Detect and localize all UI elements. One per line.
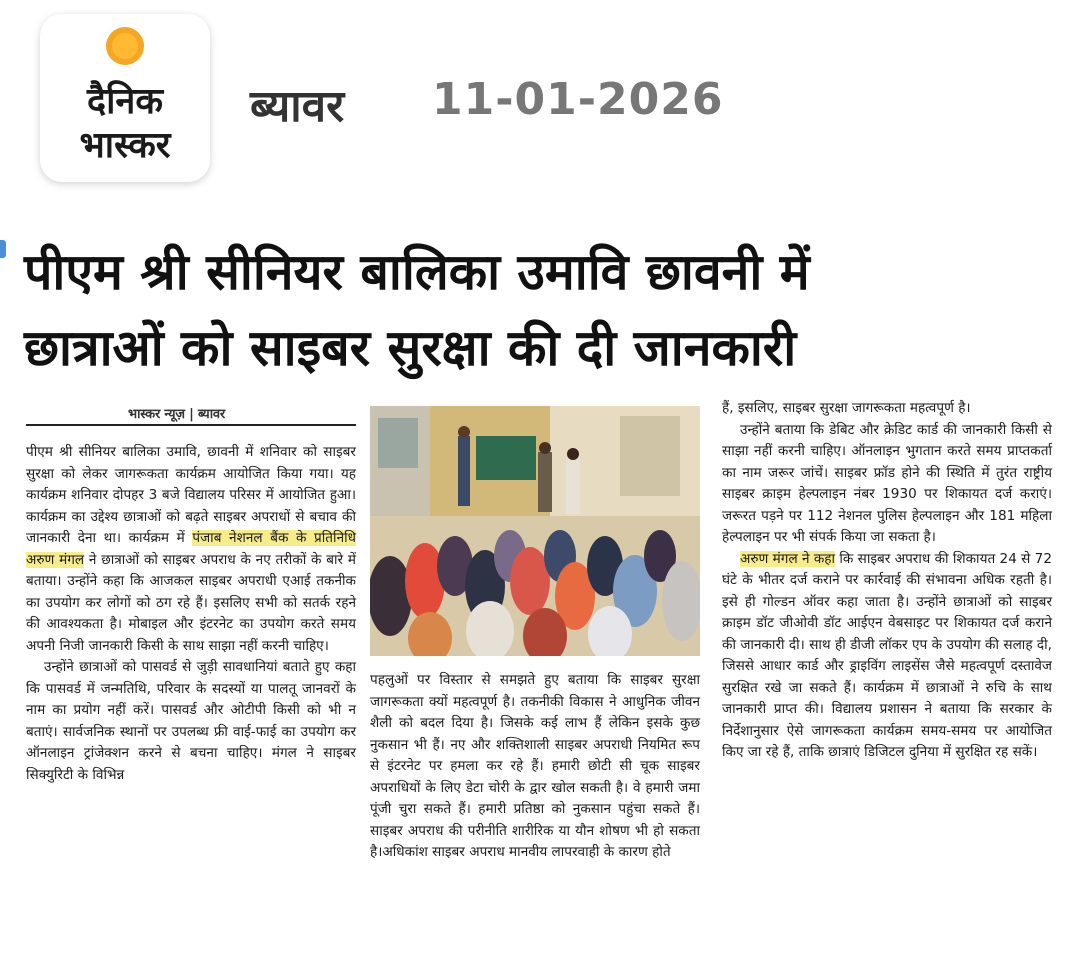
- article-column-3: [722, 398, 1052, 764]
- headline-line-1: पीएम श्री सीनियर बालिका उमावि छावनी में: [24, 243, 810, 301]
- text-span: पीएम श्री सीनियर बालिका उमावि, छावनी में शनिवार को साइबर सुरक्षा को लेकर जागरूकता कार्यक्रम आयोजित किया गया। यह कार्यक्रम शनिवार दोपहर 3 बजे विद्यालय परिसर में आयोजित हुआ। कार्यक्रम का उद्देश्य छात्राओं को बढ़ते साइबर अपराधों से बचाव की जानकारी देना था। कार्यक्रम में: [26, 444, 356, 546]
- classroom-photo-illustration: [370, 406, 700, 656]
- edition-date: 11-01-2026: [432, 74, 724, 125]
- sun-icon: [105, 26, 145, 66]
- dainik-bhaskar-logo: [40, 14, 210, 182]
- logo-line-2: भास्कर: [79, 125, 171, 166]
- headline: [24, 234, 1054, 386]
- byline: भास्कर न्यूज़ | ब्यावर: [128, 407, 226, 422]
- paragraph: [722, 549, 1052, 764]
- paragraph: उन्होंने छात्राओं को पासवर्ड से जुड़ी सावधानियां बताते हुए कहा कि पासवर्ड में जन्मतिथि, परिवार के सदस्यों या पालतू जानवरों के नाम का प्रयोग नहीं करें। पासवर्ड और ओटीपी किसी को भी न बताएं। सार्वजनिक स्थानों पर उपलब्ध फ्री वाई-फाई का उपयोग कर ऑनलाइन ट्रांजेक्शन करने से बचना चाहिए। मंगल ने साइबर सिक्युरिटी के विभिन्न: [26, 659, 356, 783]
- byline-divider: [26, 424, 356, 426]
- highlighted-text: पंजाब नेशनल बैंक के प्रतिनिधि अरुण मंगल: [26, 530, 356, 568]
- highlighted-text: अरुण मंगल ने कहा: [740, 550, 836, 567]
- paragraph: [26, 442, 356, 657]
- article-column-1: [26, 442, 356, 786]
- logo-line-1: दैनिक: [86, 81, 164, 122]
- edition-city: ब्यावर: [250, 81, 345, 132]
- paragraph: पहलुओं पर विस्तार से समझते हुए बताया कि साइबर सुरक्षा जागरूकता क्यों महत्वपूर्ण है। तकनीकी विकास ने आधुनिक जीवन शैली को बदल दिया है। जिसके कई लाभ हैं लेकिन इसके कुछ नुकसान भी हैं। नए और शक्तिशाली साइबर अपराधी नियमित रूप से इंटरनेट पर हमला कर रहे हैं। हमारी छोटी सी चूक साइबर अपराधियों के लिए डेटा चोरी के द्वार खोल सकती है। वे हमारी जमा पूंजी चुरा सकते हैं। हमारी प्रतिष्ठा को नुकसान पहुंचा सकते हैं। साइबर अपराध की परीनीति शारीरिक या यौन शोषण भी हो सकता है।अधिकांश साइबर अपराध मानवीय लापरवाही के कारण होते: [370, 672, 700, 860]
- paragraph: उन्होंने बताया कि डेबिट और क्रेडिट कार्ड की जानकारी किसी से साझा नहीं करनी चाहिए। ऑनलाइन भुगतान करते समय प्राप्तकर्ता का नाम जरूर जांचें। साइबर फ्रॉड होने की स्थिति में तुरंत राष्ट्रीय साइबर क्राइम हेल्पलाइन नंबर 1930 पर शिकायत दर्ज कराएं। जरूरत पड़ने पर 112 नेशनल पुलिस हेल्पलाइन और 181 महिला हेल्पलाइन पर भी संपर्क किया जा सकता है।: [722, 421, 1052, 545]
- event-photo: [370, 406, 700, 656]
- headline-line-2: छात्राओं को साइबर सुरक्षा की दी जानकारी: [24, 319, 797, 377]
- scroll-marker: [0, 240, 6, 258]
- text-span: ने छात्राओं को साइबर अपराध के नए तरीकों के बारे में बताया। उन्होंने कहा कि आजकल साइबर अपराधी एआई तकनीक का उपयोग कर लोगों को ठग रहे हैं। इसलिए सभी को सतर्क रहने की आवश्यकता है। मोबाइल और इंटरनेट का उपयोग करते समय अपनी निजी जानकारी किसी के साथ साझा नहीं करनी चाहिए।: [26, 551, 356, 654]
- text-span: कि साइबर अपराध की शिकायत 24 से 72 घंटे के भीतर दर्ज कराने पर कार्रवाई की संभावना अधिक रहती है। इसे ही गोल्डन ऑवर कहा जाता है। उन्होंने छात्राओं को साइबर क्राइम डॉट जीओवी डॉट आईएन वेबसाइट पर शिकायत दर्ज कराने की जानकारी दी। साथ ही डीजी लॉकर एप के उपयोग की सलाह दी, जिससे आधार कार्ड और ड्राइविंग लाइसेंस जैसे महत्वपूर्ण दस्तावेज सुरक्षित रखे जा सकते हैं। कार्यक्रम में छात्राओं ने रुचि के साथ जानकारी प्राप्त की। विद्यालय प्रशासन ने बताया कि सरकार के निर्देशानुसार ऐसे जागरूकता कार्यक्रम समय-समय पर आयोजित किए जा रहे हैं, ताकि छात्राएं डिजिटल दुनिया में सुरक्षित रह सकें।: [722, 550, 1052, 760]
- paragraph: हैं, इसलिए, साइबर सुरक्षा जागरूकता महत्वपूर्ण है।: [722, 400, 971, 416]
- article-column-2: [370, 670, 700, 864]
